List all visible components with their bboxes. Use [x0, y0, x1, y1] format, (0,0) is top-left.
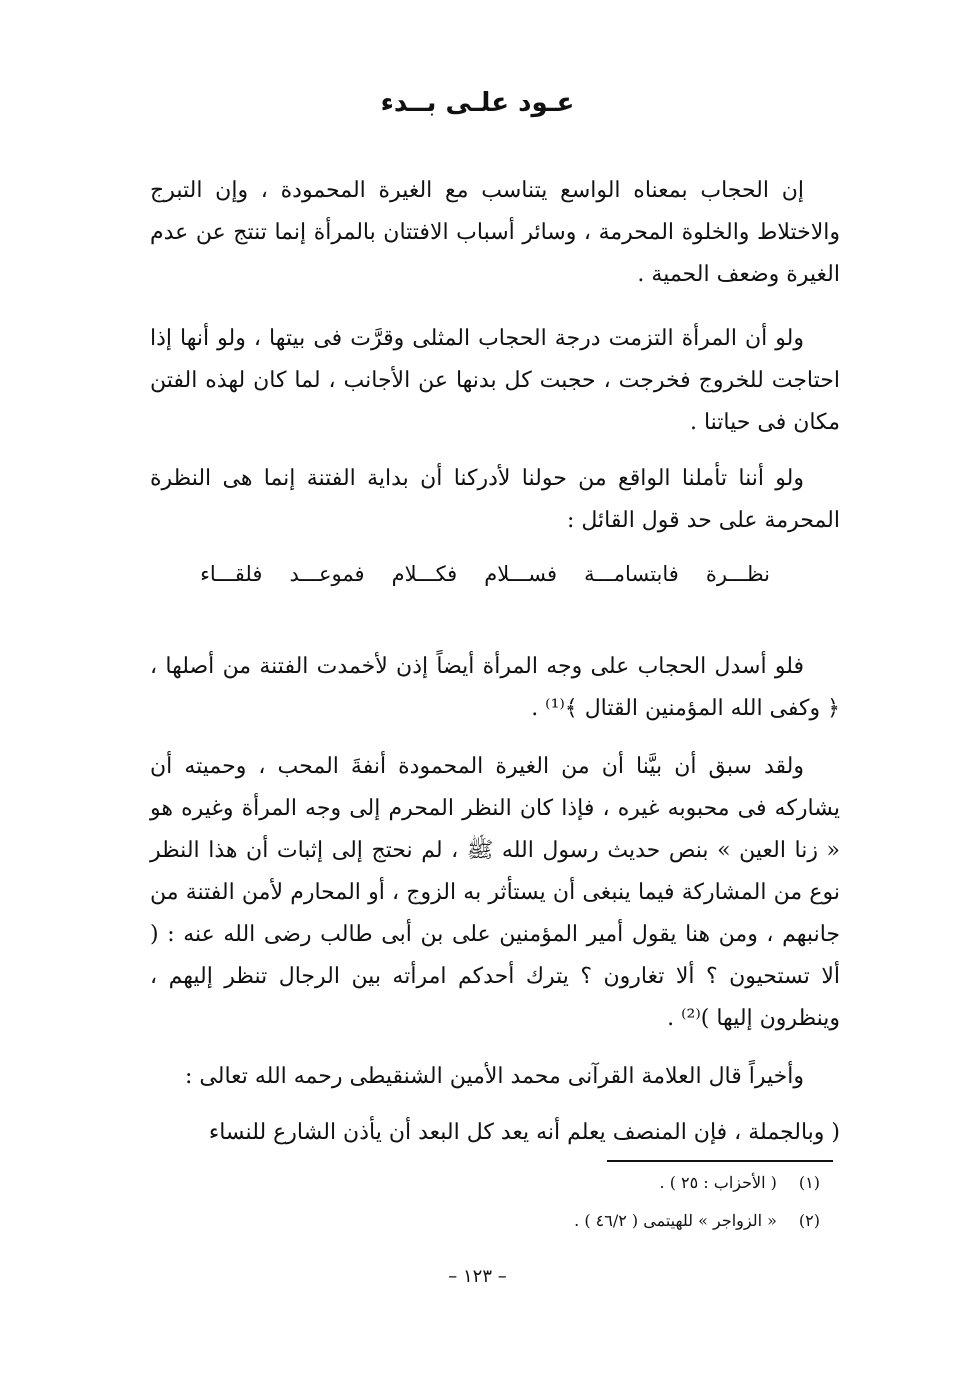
footnote-number: (١) [798, 1173, 820, 1192]
paragraph-5 [150, 746, 840, 1040]
paragraph-2-text: ولو أن المرأة التزمت درجة الحجاب المثلى وقرَّت فى بيتها ، ولو أنها إذا احتاجت للخروج فخرجت ، حجبت كل بدنها عن الأجانب ، لما كان لهذه الفتن مكان فى حياتنا . [150, 326, 840, 435]
verse-word: فموعـــد [289, 562, 365, 586]
verse-word: فابتسامـــة [584, 562, 679, 586]
poetry-verse [200, 562, 770, 586]
paragraph-1 [150, 170, 840, 296]
paragraph-3 [150, 458, 840, 542]
footnote-text: « الزواجر » للهيتمى ( ٤٦/٢ ) . [574, 1211, 777, 1230]
running-title: عـود علـى بــدء [380, 88, 575, 118]
verse-word: فكـــلام [391, 562, 458, 586]
footnote-1 [300, 1172, 820, 1194]
paragraph-7-text: ( وبالجملة ، فإن المنصف يعلم أنه يعد كل البعد أن يأذن الشارع للنساء [208, 1120, 840, 1145]
verse-word: نظـــرة [705, 562, 770, 586]
footnote-number: (٢) [798, 1211, 820, 1230]
paragraph-3-text: ولو أننا تأملنا الواقع من حولنا لأدركنا أن بداية الفتنة إنما هى النظرة المحرمة على حد قول القائل : [150, 466, 840, 533]
paragraph-7 [150, 1112, 840, 1154]
verse-word: فســـلام [484, 562, 558, 586]
paragraph-6-text: وأخيراً قال العلامة القرآنى محمد الأمين الشنقيطى رحمه الله تعالى : [185, 1064, 804, 1089]
paragraph-1-text: إن الحجاب بمعناه الواسع يتناسب مع الغيرة المحمودة ، وإن التبرج والاختلاط والخلوة المحرمة ، وسائر أسباب الافتتان بالمرأة إنما تنتج عن عدم الغيرة وضعف الحمية . [150, 178, 840, 287]
paragraph-6 [150, 1056, 840, 1098]
page-number: – ١٢٣ – [448, 1266, 507, 1287]
footnote-2 [300, 1210, 820, 1232]
verse-word: فلقـــاء [200, 562, 263, 586]
paragraph-5-text: ولقد سبق أن بيَّنا أن من الغيرة المحمودة أنفةَ المحب ، وحميته أن يشاركه فى محبوبه غيره ، فإذا كان النظر المحرم إلى وجه المرأة وغيره هو « زنا العين » بنص حديث رسول الله ﷺ ، لم نحتج إلى إثبات أن هذا النظر نوع من المشاركة فيما ينبغى أن يستأثر به الزوج ، أو المحارم لأمن الفتنة من جانبهم ، ومن هنا يقول أمير المؤمنين على بن أبى طالب رضى الله عنه : ( ألا تستحيون ؟ ألا تغارون ؟ يترك أحدكم امرأته بين الرجال تنظر إليهم ، وينظرون إليها )⁽²⁾ . [150, 754, 840, 1031]
paragraph-2 [150, 318, 840, 444]
footnote-text: ( الأحزاب : ٢٥ ) . [659, 1173, 777, 1192]
paragraph-4 [150, 646, 840, 730]
paragraph-4-text: فلو أسدل الحجاب على وجه المرأة أيضاً إذن لأخمدت الفتنة من أصلها ، ﴿ وكفى الله المؤمنين القتال ﴾⁽¹⁾ . [150, 654, 840, 721]
footnote-separator [607, 1160, 833, 1162]
